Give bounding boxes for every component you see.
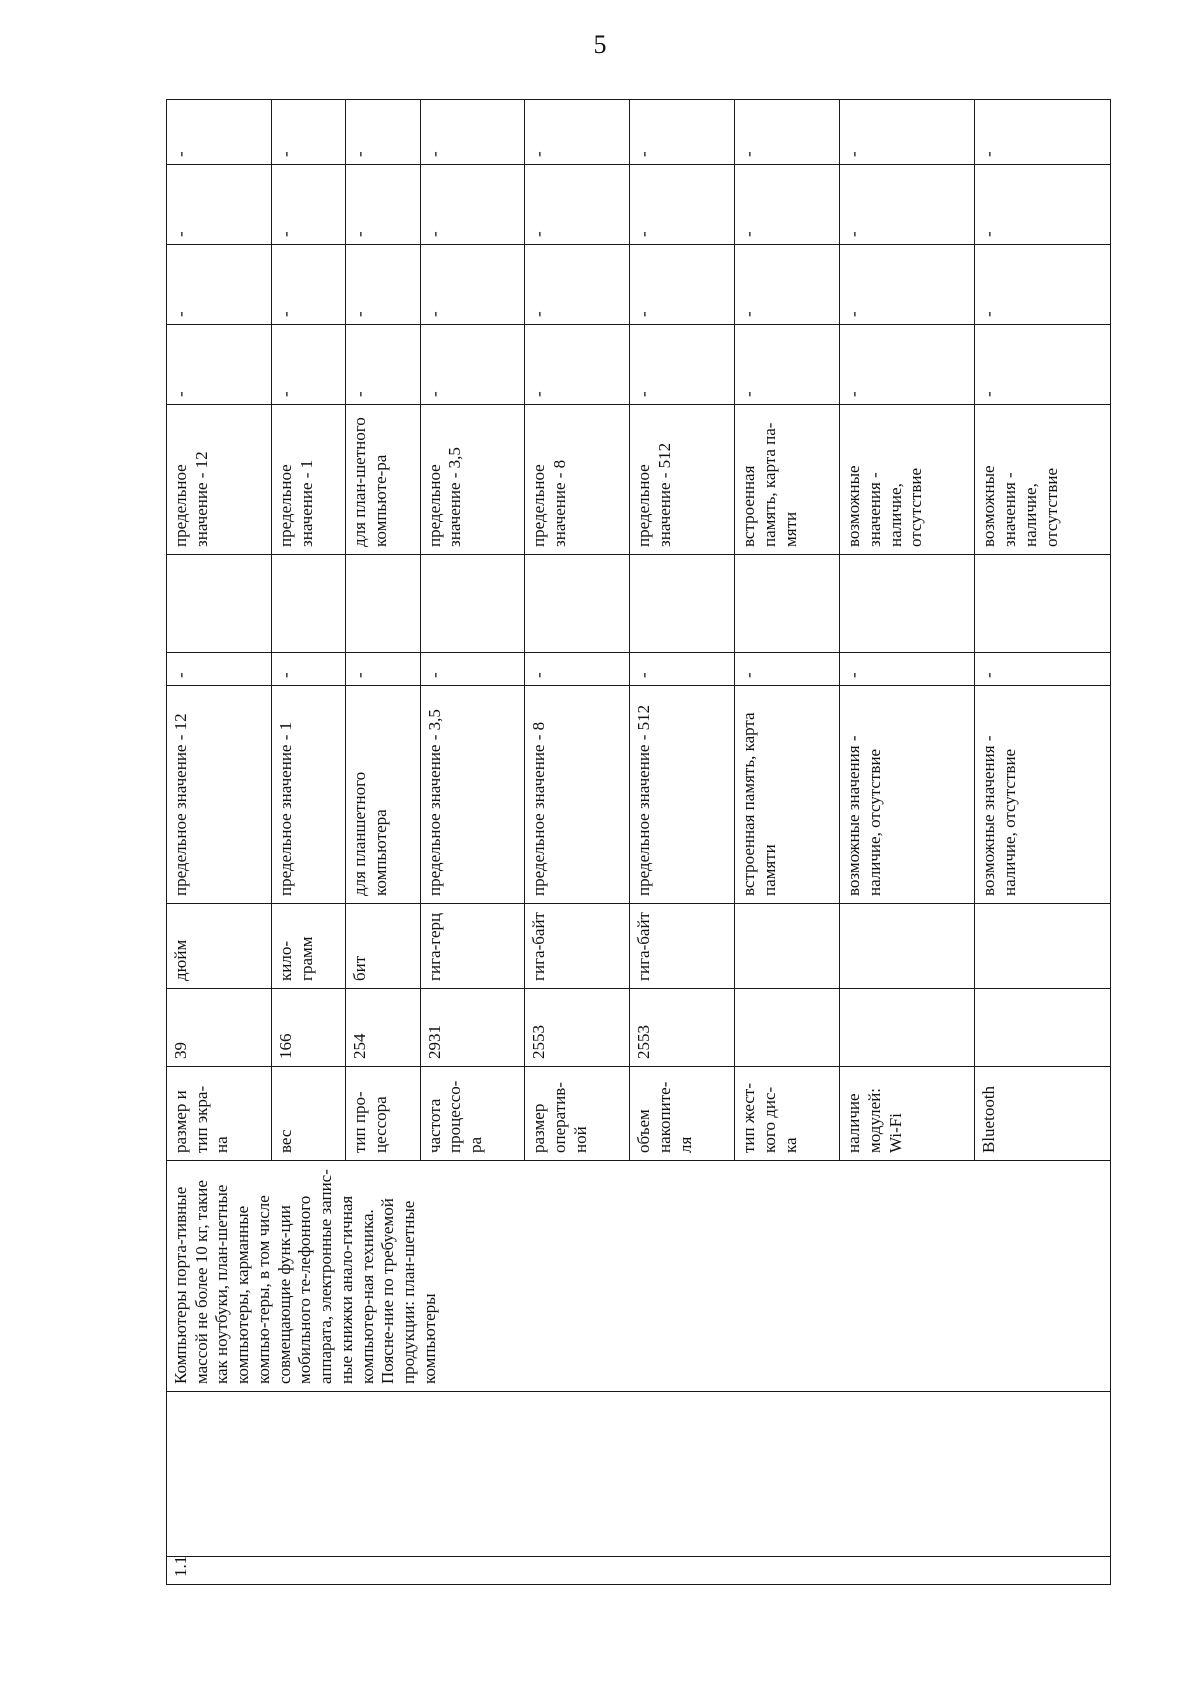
dash-cell: - — [167, 653, 272, 686]
dash-cell: - — [271, 100, 345, 165]
dash-cell: - — [975, 653, 1111, 686]
characteristic-value-short: возможные значения - наличие, отсутствие — [975, 405, 1111, 555]
empty-cell — [525, 555, 630, 653]
dash-cell: - — [420, 245, 525, 325]
dash-cell: - — [630, 100, 735, 165]
characteristic-value: возможные значения - наличие, отсутствие — [840, 686, 975, 904]
characteristic-code: 254 — [346, 989, 420, 1067]
table-row — [167, 100, 272, 1585]
empty-cell — [167, 555, 272, 653]
characteristic-name: объем накопите-ля — [630, 1067, 735, 1161]
dash-cell: - — [167, 325, 272, 405]
characteristic-value: для планшетного компьютера — [346, 686, 420, 904]
characteristic-unit: гига-байт — [525, 904, 630, 989]
dash-cell: - — [975, 165, 1111, 245]
dash-cell: - — [735, 653, 840, 686]
characteristic-value-short: встроенная память, карта па-мяти — [735, 405, 840, 555]
characteristic-code: 166 — [271, 989, 345, 1067]
characteristic-unit: кило-грамм — [271, 904, 345, 989]
dash-cell: - — [525, 653, 630, 686]
dash-cell: - — [525, 165, 630, 245]
characteristic-value: предельное значение - 512 — [630, 686, 735, 904]
empty-cell — [975, 555, 1111, 653]
characteristic-code — [840, 989, 975, 1067]
characteristic-name: частота процессо-ра — [420, 1067, 525, 1161]
characteristic-value: предельное значение - 1 — [271, 686, 345, 904]
dash-cell: - — [975, 245, 1111, 325]
characteristic-value: предельное значение - 12 — [167, 686, 272, 904]
spec-table — [166, 99, 1111, 1585]
characteristic-value-short: возможные значения - наличие, отсутствие — [840, 405, 975, 555]
dash-cell: - — [840, 100, 975, 165]
dash-cell: - — [630, 325, 735, 405]
dash-cell: - — [840, 245, 975, 325]
dash-cell: - — [271, 245, 345, 325]
dash-cell: - — [346, 100, 420, 165]
dash-cell: - — [346, 653, 420, 686]
dash-cell: - — [975, 325, 1111, 405]
dash-cell: - — [840, 653, 975, 686]
dash-cell: - — [630, 245, 735, 325]
characteristic-value: предельное значение - 3,5 — [420, 686, 525, 904]
dash-cell: - — [346, 165, 420, 245]
product-description: Компьютеры порта-тивные массой не более 10 кг, такие как ноутбуки, план-шетные компьютеры, карманные компью-теры, в том числе совмещающие функ-ции мобильного те-лефонного аппарата, электронные запис-ные книжки анало-гичная компьютер-ная техника. Поясне-ние по требуемой продукции: план-шетные компьютеры — [167, 1161, 1111, 1392]
characteristic-code — [975, 989, 1111, 1067]
characteristic-value-short: предельное значение - 3,5 — [420, 405, 525, 555]
characteristic-name: наличие модулей: Wi-Fi — [840, 1067, 975, 1161]
empty-cell — [271, 555, 345, 653]
dash-cell: - — [735, 100, 840, 165]
characteristic-value: предельное значение - 8 — [525, 686, 630, 904]
dash-cell: - — [167, 165, 272, 245]
characteristic-value-short: предельное значение - 8 — [525, 405, 630, 555]
dash-cell: - — [167, 245, 272, 325]
characteristic-unit: гига-байт — [630, 904, 735, 989]
characteristic-value: встроенная память, карта памяти — [735, 686, 840, 904]
characteristic-name: размер оператив-ной — [525, 1067, 630, 1161]
dash-cell: - — [630, 165, 735, 245]
characteristic-unit: дюйм — [167, 904, 272, 989]
characteristic-code: 2553 — [525, 989, 630, 1067]
characteristic-name: вес — [271, 1067, 345, 1161]
characteristic-name: тип жест-кого дис-ка — [735, 1067, 840, 1161]
row-number: 1.1 — [167, 1557, 1111, 1585]
empty-cell — [630, 555, 735, 653]
dash-cell: - — [630, 653, 735, 686]
characteristic-value-short: предельное значение - 512 — [630, 405, 735, 555]
dash-cell: - — [735, 245, 840, 325]
characteristic-code — [735, 989, 840, 1067]
spec-table-body — [167, 100, 1111, 1585]
dash-cell: - — [975, 100, 1111, 165]
dash-cell: - — [420, 165, 525, 245]
characteristic-name: Bluetooth — [975, 1067, 1111, 1161]
dash-cell: - — [271, 325, 345, 405]
empty-cell — [840, 555, 975, 653]
dash-cell: - — [271, 653, 345, 686]
characteristic-code: 2931 — [420, 989, 525, 1067]
characteristic-value-short: для план-шетного компьюте-ра — [346, 405, 420, 555]
characteristic-value-short: предельное значение - 12 — [167, 405, 272, 555]
characteristic-unit: бит — [346, 904, 420, 989]
dash-cell: - — [525, 325, 630, 405]
characteristic-code: 39 — [167, 989, 272, 1067]
characteristic-code: 2553 — [630, 989, 735, 1067]
dash-cell: - — [840, 165, 975, 245]
characteristic-name: тип про-цессора — [346, 1067, 420, 1161]
empty-cell — [167, 1392, 1111, 1557]
characteristic-unit: гига-герц — [420, 904, 525, 989]
dash-cell: - — [271, 165, 345, 245]
rotated-table-wrapper — [166, 100, 1111, 1585]
characteristic-value-short: предельное значение - 1 — [271, 405, 345, 555]
characteristic-unit — [840, 904, 975, 989]
dash-cell: - — [525, 245, 630, 325]
page-number: 5 — [593, 30, 607, 59]
dash-cell: - — [420, 653, 525, 686]
dash-cell: - — [167, 100, 272, 165]
dash-cell: - — [346, 245, 420, 325]
empty-cell — [346, 555, 420, 653]
characteristic-name: размер и тип экра-на — [167, 1067, 272, 1161]
characteristic-unit — [735, 904, 840, 989]
dash-cell: - — [420, 100, 525, 165]
dash-cell: - — [420, 325, 525, 405]
empty-cell — [420, 555, 525, 653]
dash-cell: - — [735, 325, 840, 405]
dash-cell: - — [735, 165, 840, 245]
characteristic-unit — [975, 904, 1111, 989]
empty-cell — [735, 555, 840, 653]
characteristic-value: возможные значения - наличие, отсутствие — [975, 686, 1111, 904]
dash-cell: - — [346, 325, 420, 405]
dash-cell: - — [840, 325, 975, 405]
dash-cell: - — [525, 100, 630, 165]
